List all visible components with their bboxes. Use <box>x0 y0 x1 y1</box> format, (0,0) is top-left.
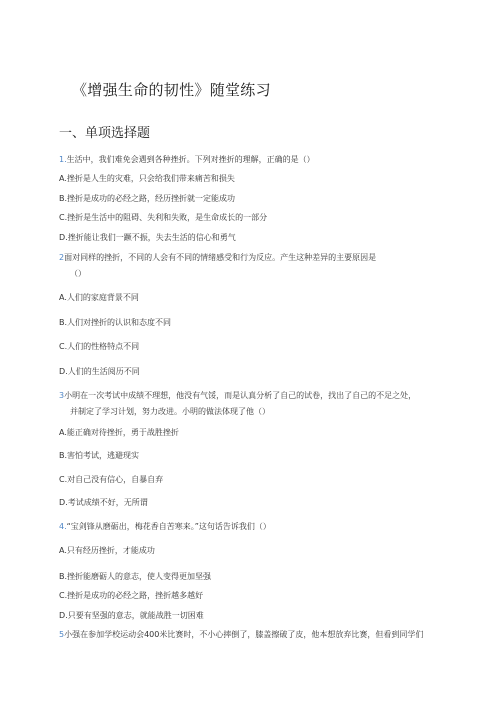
section-heading: 一、单项选择题 <box>59 126 151 141</box>
question-5-stem: 5小强在参加学校运动会400米比赛时，不小心摔倒了，膝盖擦破了皮，他本想放弃比赛，但看到同学们 <box>59 630 424 639</box>
option-1c: C.挫折是生活中的阻碍、失利和失败，是生命成长的一部分 <box>59 213 268 222</box>
option-2b: B.人们对挫折的认识和态度不同 <box>59 318 172 327</box>
option-4d: D.只要有坚强的意志，就能战胜一切困难 <box>59 611 204 620</box>
question-2-stem: 2面对同样的挫折，不同的人会有不同的情绪感受和行为反应。产生这种差异的主要原因是 <box>59 253 377 262</box>
question-1-stem: 1.生活中，我们难免会遇到各种挫折。下列对挫折的理解，正确的是（） <box>59 155 315 164</box>
option-3a: A.能正确对待挫折，勇于战胜挫折 <box>59 428 179 437</box>
document-title: 《增强生命的韧性》随堂练习 <box>72 81 271 99</box>
option-4c: C.挫折是成功的必经之路，挫折越多越好 <box>59 591 204 600</box>
option-4a: A.只有经历挫折，才能成功 <box>59 546 155 555</box>
question-number: 1. <box>59 155 67 164</box>
option-2a: A.人们的家庭背景不同 <box>59 293 139 302</box>
option-3b: B.害怕考试，逃避现实 <box>59 451 140 460</box>
option-1b: B.挫折是成功的必经之路，经历挫折就一定能成功 <box>59 194 236 203</box>
question-3-stem: 3小明在一次考试中成绩不理想，他没有气馁，而是认真分析了自己的试卷，找出了自己的不足之处， <box>59 391 417 400</box>
option-4b: B.挫折能磨砺人的意志，使人变得更加坚强 <box>59 572 212 581</box>
question-number: 3 <box>59 391 65 400</box>
question-number: 2 <box>59 253 65 262</box>
option-3c: C.对自己没有信心，自暴自弃 <box>59 475 164 484</box>
option-1d: D.挫折能让我们一蹶不振，失去生活的信心和勇气 <box>59 233 236 242</box>
option-2c: C.人们的性格特点不同 <box>59 342 140 351</box>
question-2-stem-cont: （） <box>70 269 86 278</box>
option-3d: D.考试成绩不好，无所谓 <box>59 498 148 507</box>
option-2d: D.人们的生活阅历不同 <box>59 367 140 376</box>
option-1a: A.挫折是人生的灾难，只会给我们带来痛苦和损失 <box>59 174 235 183</box>
question-3-stem-cont: 并制定了学习计划，努力改进。小明的做法体现了他（） <box>70 407 270 416</box>
question-number: 5 <box>59 630 65 639</box>
question-4-stem: 4.“宝剑锋从磨砺出，梅花香自苦寒来。”这句话告诉我们（） <box>59 522 271 531</box>
question-number: 4. <box>59 522 67 531</box>
